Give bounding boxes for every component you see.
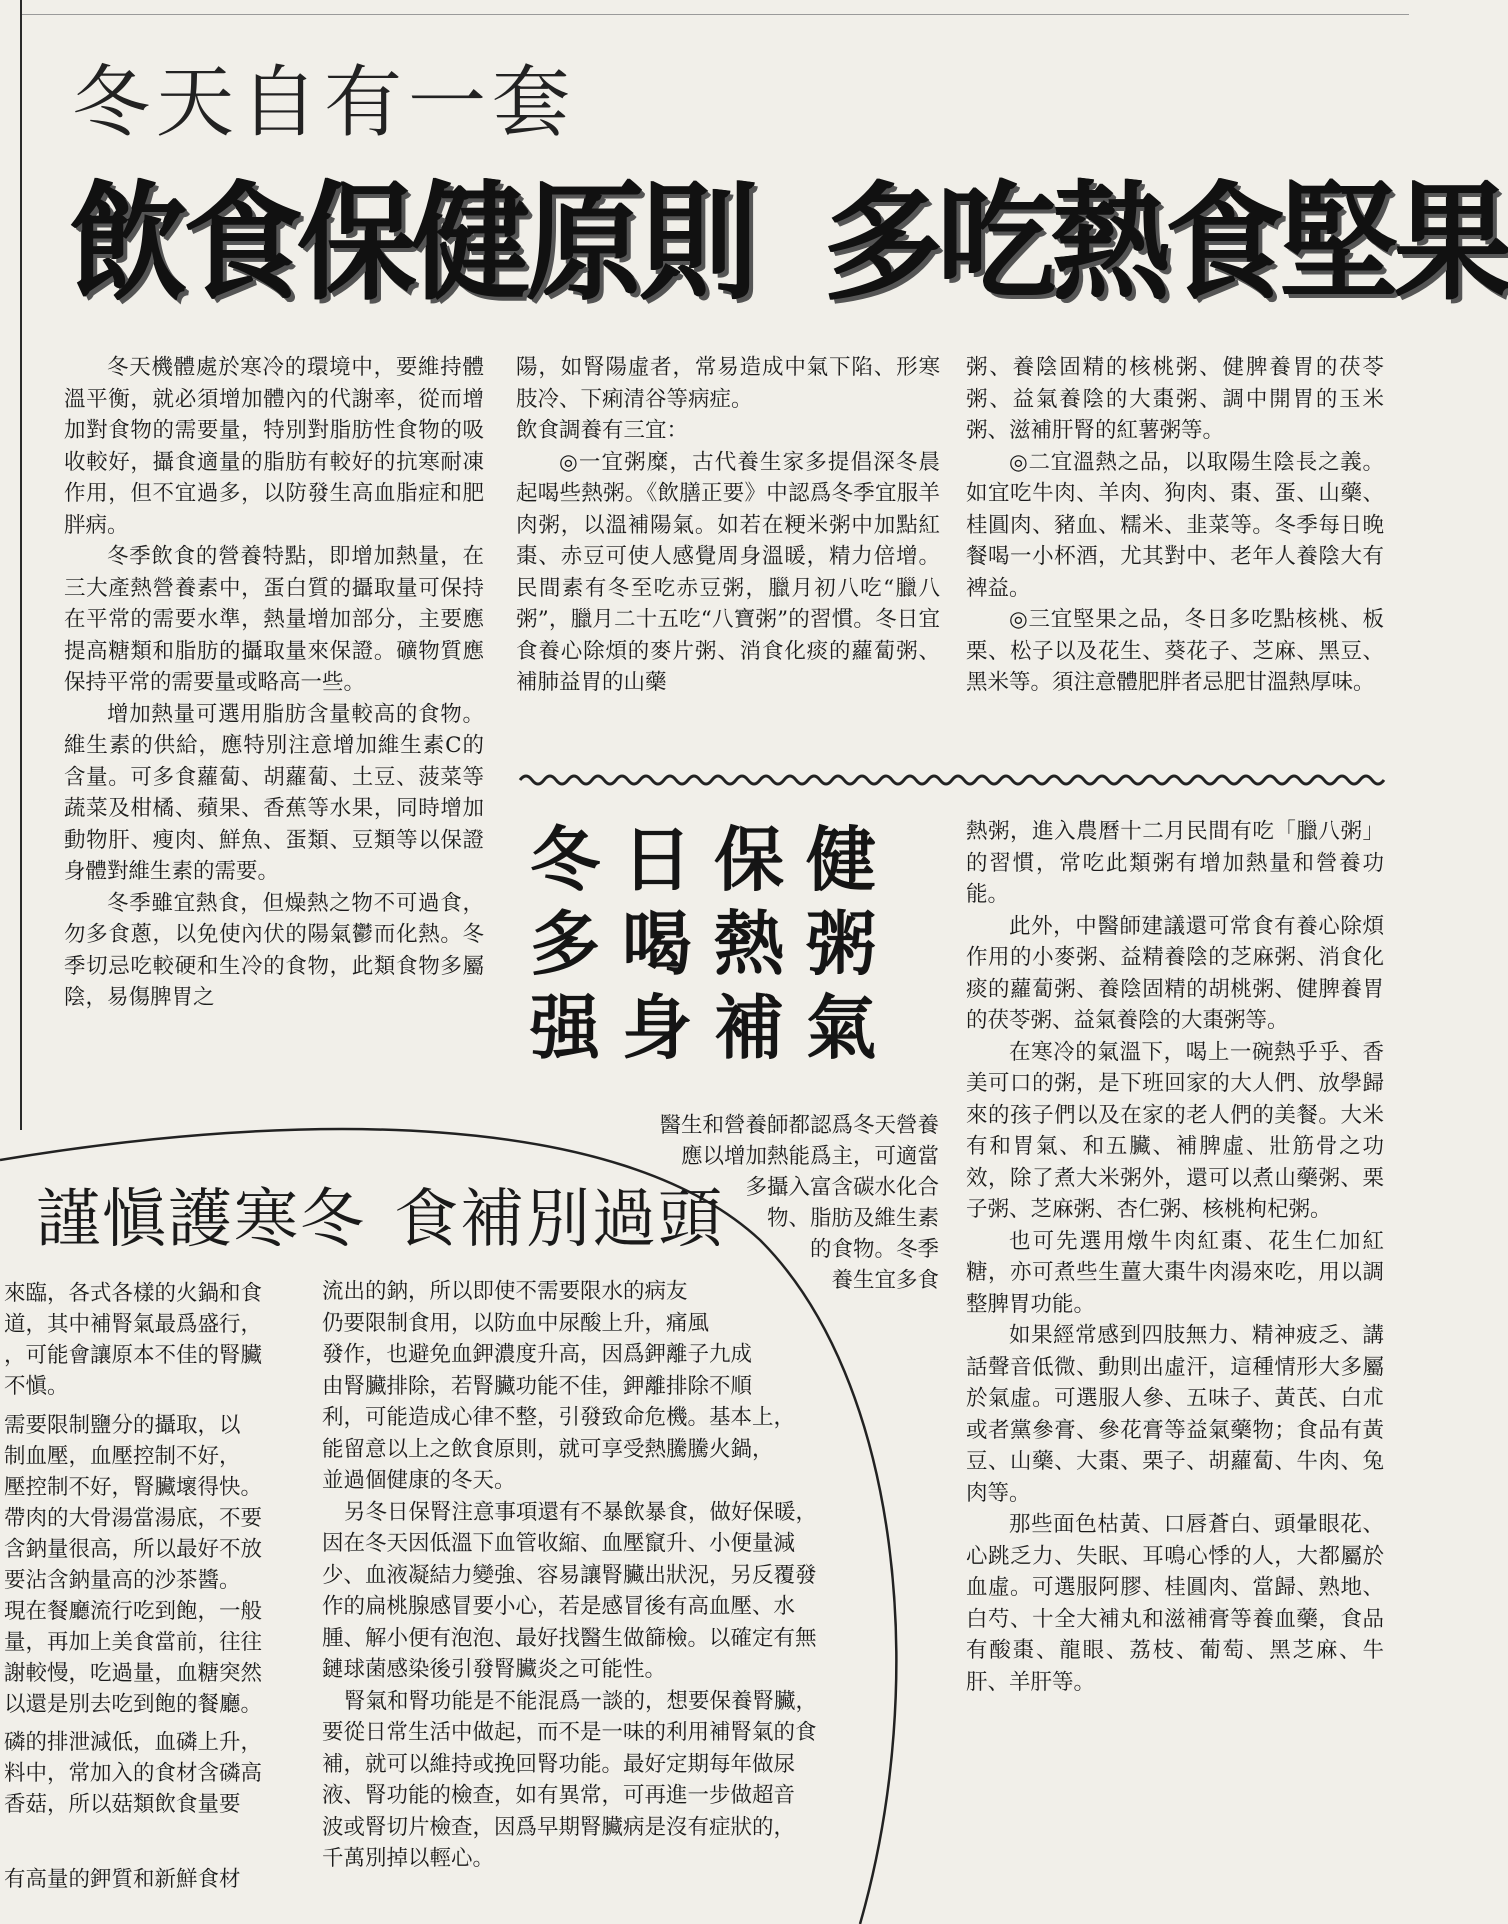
paragraph: 此外，中醫師建議還可常食有養心除煩作用的小麥粥、益精養陰的芝麻粥、消食化痰的蘿蔔粥、養陰固精的胡桃粥、健脾養胃的茯苓粥、益氣養陰的大棗粥等。 (966, 913, 1384, 1033)
kicker: 冬天自有一套 (72, 58, 577, 148)
text-line: 有高量的鉀質和新鮮食材 (4, 1867, 241, 1892)
paragraph: ◎二宜溫熱之品，以取陽生陰長之義。如宜吃牛肉、羊肉、狗肉、棗、蛋、山藥、桂圓肉、豬血、糯米、韭菜等。冬季每日晚餐喝一小杯酒，尤其對中、老年人養陰大有裨益。 (966, 449, 1384, 601)
paragraph: 陽，如腎陽虛者，常易造成中氣下陷、形寒肢冷、下痢清谷等病症。 (516, 355, 940, 412)
wavy-divider (520, 768, 1388, 792)
headline-part-2: 多吃熱食堅果 (824, 168, 1508, 318)
text-line: 千萬別掉以輕心。 (322, 1846, 495, 1871)
text-line: 不愼。 (4, 1374, 69, 1399)
text-line: 少、血液凝結力變強、容易讓腎臟出狀況，另反覆發 (322, 1562, 817, 1588)
text-line: 來臨，各式各樣的火鍋和食 (4, 1281, 263, 1306)
paragraph: 飲食調養有三宜： (516, 418, 689, 443)
paragraph: ◎一宜粥糜，古代養生家多提倡深冬晨起喝些熱粥。《飲膳正要》中認爲冬季宜服羊肉粥，以溫補陽氣。如若在粳米粥中加點紅棗、赤豆可使人感覺周身溫暖，精力倍增。民間素有冬至吃赤豆粥，臘月初八吃“臘八粥”，臘月二十五吃“八寶粥”的習慣。冬日宜食養心除煩的麥片粥、消食化痰的蘿蔔粥、補肺益胃的山藥 (516, 449, 940, 695)
paragraph: 增加熱量可選用脂肪含量較高的食物。維生素的供給，應特別注意增加維生素C的含量。可多食蘿蔔、胡蘿蔔、土豆、菠菜等蔬菜及柑橘、蘋果、香蕉等水果，同時增加動物肝、瘦肉、鮮魚、蛋類、豆類等以保證身體對維生素的需要。 (64, 701, 484, 884)
left-column-rule (20, 0, 22, 1130)
text-line: 並過個健康的冬天。 (322, 1468, 516, 1493)
text-line: 作的扁桃腺感冒要小心，若是感冒後有高血壓、水 (322, 1594, 796, 1619)
article-column-2 (516, 352, 940, 699)
text-line: 利，可能造成心律不整，引發致命危機。基本上， (322, 1405, 796, 1430)
paragraph: 冬季飲食的營養特點，即增加熱量，在三大產熱營養素中，蛋白質的攝取量可保持在平常的需要水準，熱量增加部分，主要應提高糖類和脂肪的攝取量來保證。礦物質應保持平常的需要量或略高一些。 (64, 544, 484, 695)
paragraph: 那些面色枯黃、口唇蒼白、頭暈眼花、心跳乏力、失眠、耳鳴心悸的人，大都屬於血虛。可選服阿膠、桂圓肉、當歸、熟地、白芍、十全大補丸和滋補膏等養血藥，食品有酸棗、龍眼、荔枝、葡萄、黑芝麻、牛肝、羊肝等。 (966, 1512, 1384, 1695)
text-line: 鏈球菌感染後引發腎臟炎之可能性。 (322, 1657, 667, 1682)
text-line: 另冬日保腎注意事項還有不暴飲暴食，做好保暖， (344, 1499, 818, 1525)
paragraph: ◎三宜堅果之品，冬日多吃點核桃、板栗、松子以及花生、葵花子、芝麻、黑豆、黑米等。須注意體肥胖者忌肥甘溫熱厚味。 (966, 607, 1384, 695)
subheadline-part-1: 謹愼護寒冬 (36, 1183, 366, 1257)
text-line: 含鈉量很高，所以最好不放 (4, 1537, 263, 1562)
text-line: 因在冬天因低溫下血管收縮、血壓竄升、小便量減 (322, 1531, 796, 1556)
text-line: 以還是別去吃到飽的餐廳。 (4, 1692, 263, 1717)
text-line: 要從日常生活中做起，而不是一味的利用補腎氣的食 (322, 1720, 817, 1745)
headline (70, 140, 1508, 324)
subheadline-line: 强身補氣 (530, 986, 898, 1069)
deck-line: 的食物。冬季 (809, 1237, 939, 1262)
article-column-1 (64, 352, 484, 1014)
text-line: 量，再加上美食當前，往往 (4, 1630, 263, 1655)
deck-line: 養生宜多食 (831, 1268, 939, 1293)
text-line: 波或腎切片檢查，因爲早期腎臟病是沒有症狀的， (322, 1814, 796, 1840)
text-line: 現在餐廳流行吃到飽，一般 (4, 1599, 263, 1624)
paragraph: 粥、養陰固精的核桃粥、健脾養胃的茯苓粥、益氣養陰的大棗粥、調中開胃的玉米粥、滋補肝腎的紅薯粥等。 (966, 355, 1384, 443)
text-line: 由腎臟排除，若腎臟功能不佳，鉀離排除不順 (322, 1373, 753, 1399)
text-line: 謝較慢，吃過量，血糖突然 (4, 1661, 263, 1686)
paragraph: 在寒冷的氣溫下，喝上一碗熱乎乎、香美可口的粥，是下班回家的大人們、放學歸來的孩子們以及在家的老人們的美餐。大米有和胃氣、和五臟、補脾虛、壯筋骨之功效，除了煮大米粥外，還可以煮山藥粥、栗子粥、芝麻粥、杏仁粥、核桃枸杞粥。 (966, 1039, 1384, 1222)
text-line: 磷的排泄減低，血磷上升， (4, 1730, 263, 1755)
text-line: 能留意以上之飲食原則，就可享受熱騰騰火鍋， (322, 1436, 774, 1462)
text-line: 帶肉的大骨湯當湯底，不要 (4, 1506, 263, 1531)
text-line: 液、腎功能的檢查，如有異常，可再進一步做超音 (322, 1783, 796, 1808)
text-line: 料中，常加入的食材含磷高 (4, 1761, 263, 1786)
text-line: 需要限制鹽分的攝取，以 (4, 1413, 241, 1438)
paragraph: 也可先選用燉牛肉紅棗、花生仁加紅糖，亦可煮些生薑大棗牛肉湯來吃，用以調整脾胃功能。 (966, 1228, 1384, 1317)
text-line: 腫、解小便有泡泡、最好找醫生做篩檢。以確定有無 (322, 1625, 817, 1651)
text-line: 要沾含鈉量高的沙茶醬。 (4, 1568, 241, 1593)
article-column-3 (966, 352, 1384, 699)
text-line: 發作，也避免血鉀濃度升高，因爲鉀離子九成 (322, 1342, 753, 1367)
text-line: ，可能會讓原本不佳的腎臟 (4, 1343, 263, 1368)
top-rule (20, 14, 1409, 15)
text-line: 壓控制不好，腎臟壞得快。 (4, 1475, 263, 1500)
paragraph: 如果經常感到四肢無力、精神疲乏、講話聲音低微、動則出虛汗，這種情形大多屬於氣虛。可選服人參、五味子、黃芪、白朮或者黨參膏、參花膏等益氣藥物；食品有黃豆、山藥、大棗、栗子、胡蘿蔔、牛肉、兔肉等。 (966, 1323, 1384, 1506)
text-line: 香菇，所以菇類飲食量要 (4, 1792, 241, 1817)
paragraph: 熱粥，進入農曆十二月民間有吃「臘八粥」的習慣，常吃此類粥有增加熱量和營養功能。 (966, 819, 1384, 907)
deck-line: 醫生和營養師都認爲冬天營養 (659, 1113, 939, 1138)
subheadline-line: 冬日保健 (530, 818, 898, 901)
text-line: 腎氣和腎功能是不能混爲一談的，想要保養腎臟， (344, 1688, 818, 1714)
headline-part-1: 飲食保健原則 (70, 168, 755, 318)
text-line: 制血壓，血壓控制不好， (4, 1444, 241, 1469)
paragraph: 冬天機體處於寒冷的環境中，要維持體溫平衡，就必須增加體內的代謝率，從而增加對食物的需要量，特別對脂肪性食物的吸收較好，攝食適量的脂肪有較好的抗寒耐凍作用，但不宜過多，以防發生高血脂症和肥胖病。 (64, 355, 484, 538)
deck-line: 應以增加熱能爲主，可適當 (680, 1144, 939, 1169)
paragraph: 冬季雖宜熱食，但燥熱之物不可過食，勿多食蔥，以免使內伏的陽氣鬱而化熱。冬季切忌吃較硬和生冷的食物，此類食物多屬陰，易傷脾胃之 (64, 890, 484, 1010)
article-column-4 (966, 816, 1384, 1698)
subheadline-line: 多喝熱粥 (530, 902, 898, 985)
article-column-6 (322, 1276, 922, 1875)
text-line: 仍要限制食用，以防血中尿酸上升，痛風 (322, 1310, 710, 1336)
deck-line: 多攝入富含碳水化合 (745, 1175, 939, 1200)
text-line: 補，就可以維持或挽回腎功能。最好定期每年做尿 (322, 1751, 796, 1777)
deck-line: 物、脂肪及維生素 (766, 1206, 939, 1231)
text-line: 道，其中補腎氣最爲盛行， (4, 1312, 263, 1337)
porridge-subheadline (530, 818, 970, 1070)
subheadline-part-2: 食補別過頭 (394, 1183, 724, 1257)
kidney-subheadline (36, 1168, 724, 1260)
text-line: 流出的鈉，所以即使不需要限水的病友 (322, 1279, 688, 1304)
